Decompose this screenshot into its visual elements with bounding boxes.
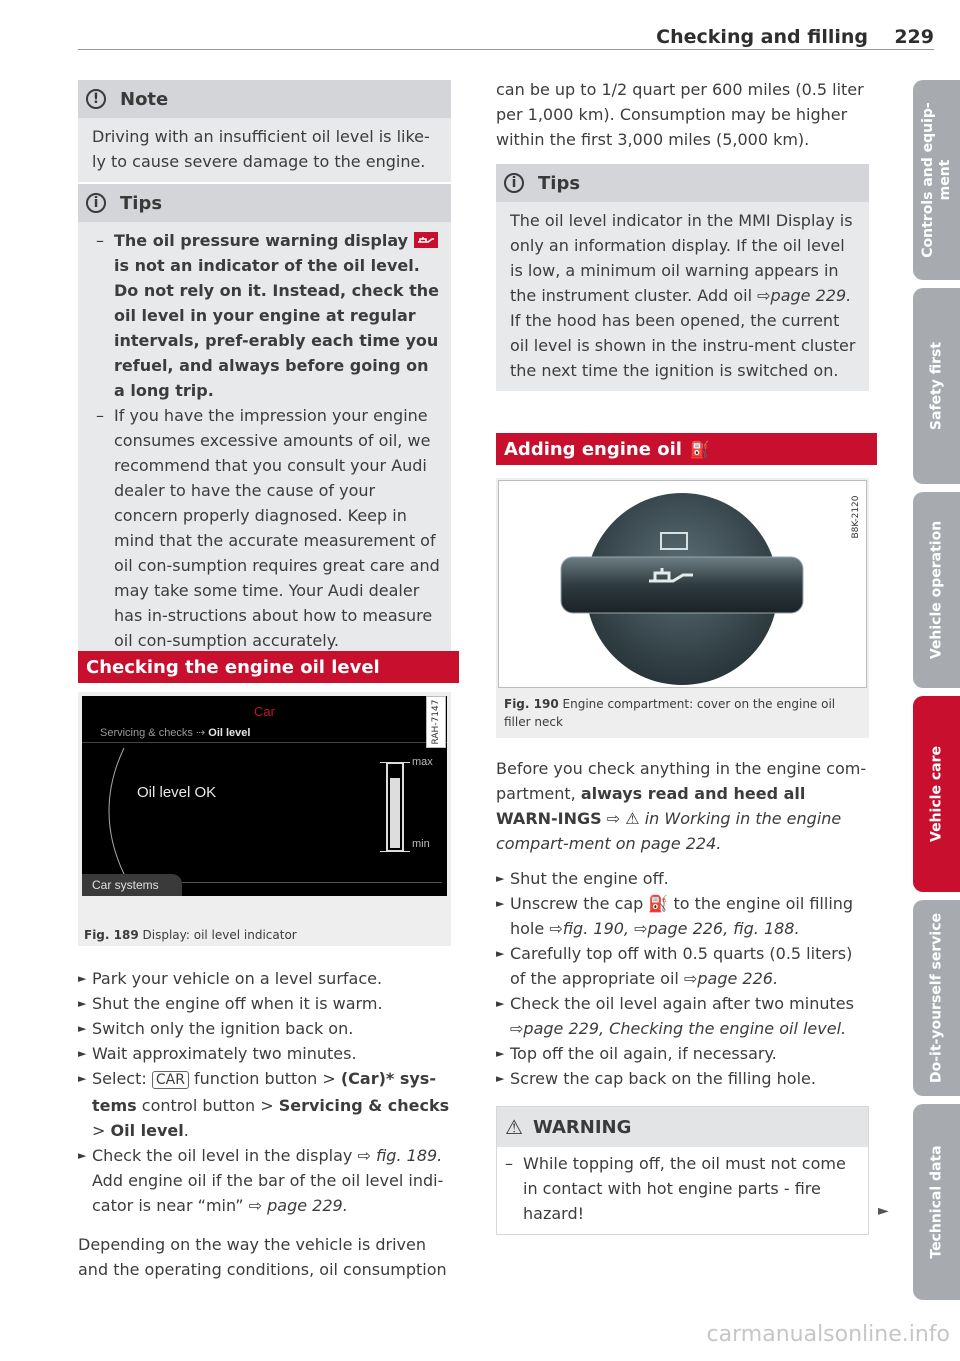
tips-box-left <box>78 184 451 661</box>
arrow-ref-icon: ⇨ <box>606 809 621 828</box>
oil-level-fill <box>390 778 400 848</box>
page-226-link[interactable]: page 226. <box>697 969 779 988</box>
arrow-ref-icon: ⇨ <box>549 919 563 938</box>
min-tick <box>380 851 410 852</box>
list-item: ► Unscrew the cap ⛽ to the engine oil filling hole ⇨fig. 190, ⇨page 226, fig. 188. <box>496 894 854 938</box>
max-label: max <box>412 756 433 768</box>
list-item: ► Shut the engine off. <box>496 869 669 888</box>
list-item: ► Wait approximately two minutes. <box>78 1044 357 1063</box>
info-icon: i <box>86 193 106 213</box>
arrow-ref-icon: ⇨ <box>757 286 771 305</box>
exclamation-icon: ! <box>86 89 106 109</box>
page-229-link[interactable]: page 229. <box>770 286 852 305</box>
list-item: ► Shut the engine off when it is warm. <box>78 994 383 1013</box>
mmi-footer-line <box>182 882 442 883</box>
continue-arrow-icon: ► <box>878 1203 889 1219</box>
car-key: CAR <box>152 1071 189 1089</box>
warning-header <box>497 1107 868 1147</box>
page-229-link[interactable]: page 229. <box>267 1196 348 1215</box>
note-box <box>78 80 451 182</box>
figure-code: B8K-2120 <box>851 495 861 539</box>
tips-item1-a: The oil pressure warning display <box>114 231 409 250</box>
warning-item: – While topping off, the oil must not come in contact with hot engine parts - fire hazard! <box>505 1154 846 1223</box>
warning-box <box>496 1106 869 1235</box>
oil-status: Oil level OK <box>137 784 217 801</box>
section-heading-check: Checking the engine oil level <box>78 651 459 683</box>
mmi-screen <box>82 696 447 896</box>
list-item: ► Top off the oil again, if necessary. <box>496 1044 777 1063</box>
fig-190-link[interactable]: fig. 190, <box>562 919 630 938</box>
list-item: ► Check the oil level again after two minutes ⇨page 229, Checking the engine oil level. <box>496 994 854 1038</box>
arrow-ref-icon: ⇨ <box>510 1019 524 1038</box>
breadcrumb-parent: Servicing & checks <box>100 727 193 739</box>
side-tab-vehicle-care[interactable]: Vehicle care <box>913 696 960 892</box>
mmi-arc <box>94 746 134 876</box>
side-tab-safety[interactable]: Safety first <box>913 288 960 484</box>
note-header <box>78 80 451 118</box>
info-icon: i <box>504 173 524 193</box>
list-item: ► Check the oil level in the display ⇨ fig. 189. Add engine oil if the bar of the oil level indi-cator is near “min” ⇨ page 229. <box>78 1146 444 1215</box>
list-item: ► Carefully top off with 0.5 quarts (0.5 liters) of the appropriate oil ⇨page 226. <box>496 944 853 988</box>
figure-code: RAH-7147 <box>431 699 441 745</box>
warning-triangle-icon: ⚠ <box>505 1115 523 1139</box>
steps-add-list <box>496 866 869 1091</box>
side-tab-diy-service[interactable]: Do-it-yourself service <box>913 900 960 1096</box>
tips-box-right <box>496 164 869 391</box>
oil-can-icon: ⛽ <box>689 439 710 459</box>
oil-pressure-warning-icon <box>414 232 438 248</box>
side-tab-technical-data[interactable]: Technical data <box>913 1104 960 1300</box>
mmi-title: Car <box>254 704 275 719</box>
tips-item: – If you have the impression your engine consumes excessive amounts of oil, we recommend that you consult your Audi dealer to have the cause of your concern properly diagnosed. Keep in mind that the accurate measurement of oil con-sumption requires great care and may take some time. Your Audi dealer has in-structions about how to measure oil con-sumption accurately. <box>96 403 441 653</box>
tips-header-left <box>78 184 451 222</box>
caption-text: Engine compartment: cover on the engine oil filler neck <box>504 697 836 729</box>
max-tick <box>380 762 410 763</box>
mmi-footer-tab: Car systems <box>82 874 182 896</box>
section-heading-add: Adding engine oil ⛽ <box>496 433 877 465</box>
arrow-icon: ⇢ <box>196 727 209 739</box>
figure-190-frame <box>498 480 867 688</box>
watermark: carmanualsonline.info <box>706 1322 950 1347</box>
caption-text: Display: oil level indicator <box>142 928 297 942</box>
tips-right-text: The oil level indicator in the MMI Display is only an information display. If the oil level is low, a minimum oil warning appears in the instrument cluster. Add oil ⇨page 229. If the hood has been opened, the current oil level is shown in the instru-ment cluster the next time the ignition is switched on. <box>510 211 856 380</box>
list-item: ► Screw the cap back on the filling hole. <box>496 1069 816 1088</box>
page-226-link[interactable]: page 226, fig. 188. <box>647 919 800 938</box>
figure-code-box <box>848 485 864 549</box>
side-tab-vehicle-operation[interactable]: Vehicle operation <box>913 492 960 688</box>
mmi-breadcrumb <box>100 726 250 739</box>
consumption-text-right: can be up to 1/2 quart per 600 miles (0.5 liter per 1,000 km). Consumption may be higher within the first 3,000 miles (5,000 km). <box>496 80 864 149</box>
mmi-divider <box>82 742 447 743</box>
tips-heading-right: Tips <box>538 172 581 194</box>
breadcrumb-current: Oil level <box>208 727 251 739</box>
oil-cap-illustration <box>499 481 868 689</box>
figure-190-caption <box>504 695 864 731</box>
tips-header-right <box>496 164 869 202</box>
arrow-ref-icon: ⇨ <box>357 1146 371 1165</box>
consumption-text-left: Depending on the way the vehicle is driven and the operating conditions, oil consumption <box>78 1235 447 1279</box>
tips-heading-left: Tips <box>120 192 163 214</box>
caption-number: Fig. 189 <box>84 928 139 942</box>
oil-level-gauge <box>386 762 404 852</box>
tips-item1-b: is not an indicator of the oil level. Do not rely on it. Instead, check the oil level in your engine at regular intervals, pref-erably each time you refuel, and always before going on a long trip. <box>114 256 439 400</box>
oil-can-icon: ⛽ <box>648 894 669 913</box>
page-229-link[interactable]: page 229, Checking the engine oil level. <box>523 1019 847 1038</box>
note-heading: Note <box>120 88 169 110</box>
figure-189-caption <box>84 926 297 944</box>
list-item: ► Select: CAR function button > (Car)* sys-tems control button > Servicing & checks > Oil level. <box>78 1069 450 1140</box>
figure-189 <box>78 692 451 946</box>
arrow-ref-icon: ⇨ <box>248 1196 263 1215</box>
min-label: min <box>412 838 430 850</box>
page-header-title: Checking and filling <box>656 26 868 48</box>
arrow-ref-icon: ⇨ <box>683 969 698 988</box>
figure-190 <box>496 478 869 738</box>
page-number: 229 <box>894 26 934 48</box>
tips-item: – The oil pressure warning display is not an indicator of the oil level. Do not rely on it. Instead, check the oil level in your engine at regular intervals, pref-erably each time you refuel, and always before going on a long trip. <box>96 231 439 400</box>
warning-heading: WARNING <box>532 1116 632 1138</box>
tips-item2: If you have the impression your engine consumes excessive amounts of oil, we recommend that you consult your Audi dealer to have the cause of your concern properly diagnosed. Keep in mind that the accurate measurement of oil con-sumption requires great care and may take some time. Your Audi dealer has in-structions about how to measure oil con-sumption accurately. <box>114 406 440 650</box>
steps-check-list <box>78 966 451 1218</box>
side-tab-controls[interactable]: Controls and equip-ment <box>913 80 960 280</box>
add-intro: Before you check anything in the engine com-partment, always read and heed all WARN-INGS ⇨ ⚠ in Working in the engine compart-ment on page 224. <box>496 759 867 853</box>
fig-189-link[interactable]: fig. 189. <box>375 1146 443 1165</box>
warning-link[interactable]: in Working in the engine compart-ment on page 224. <box>496 809 842 853</box>
list-item: ► Park your vehicle on a level surface. <box>78 969 383 988</box>
arrow-ref-icon: ⇨ <box>634 919 648 938</box>
note-text: Driving with an insufficient oil level is like-ly to cause severe damage to the engine. <box>92 127 430 171</box>
warning-triangle-icon: ⚠ <box>625 809 640 828</box>
header-rule <box>78 49 934 50</box>
caption-number: Fig. 190 <box>504 697 559 711</box>
list-item: ► Switch only the ignition back on. <box>78 1019 354 1038</box>
figure-code-box <box>426 696 446 748</box>
